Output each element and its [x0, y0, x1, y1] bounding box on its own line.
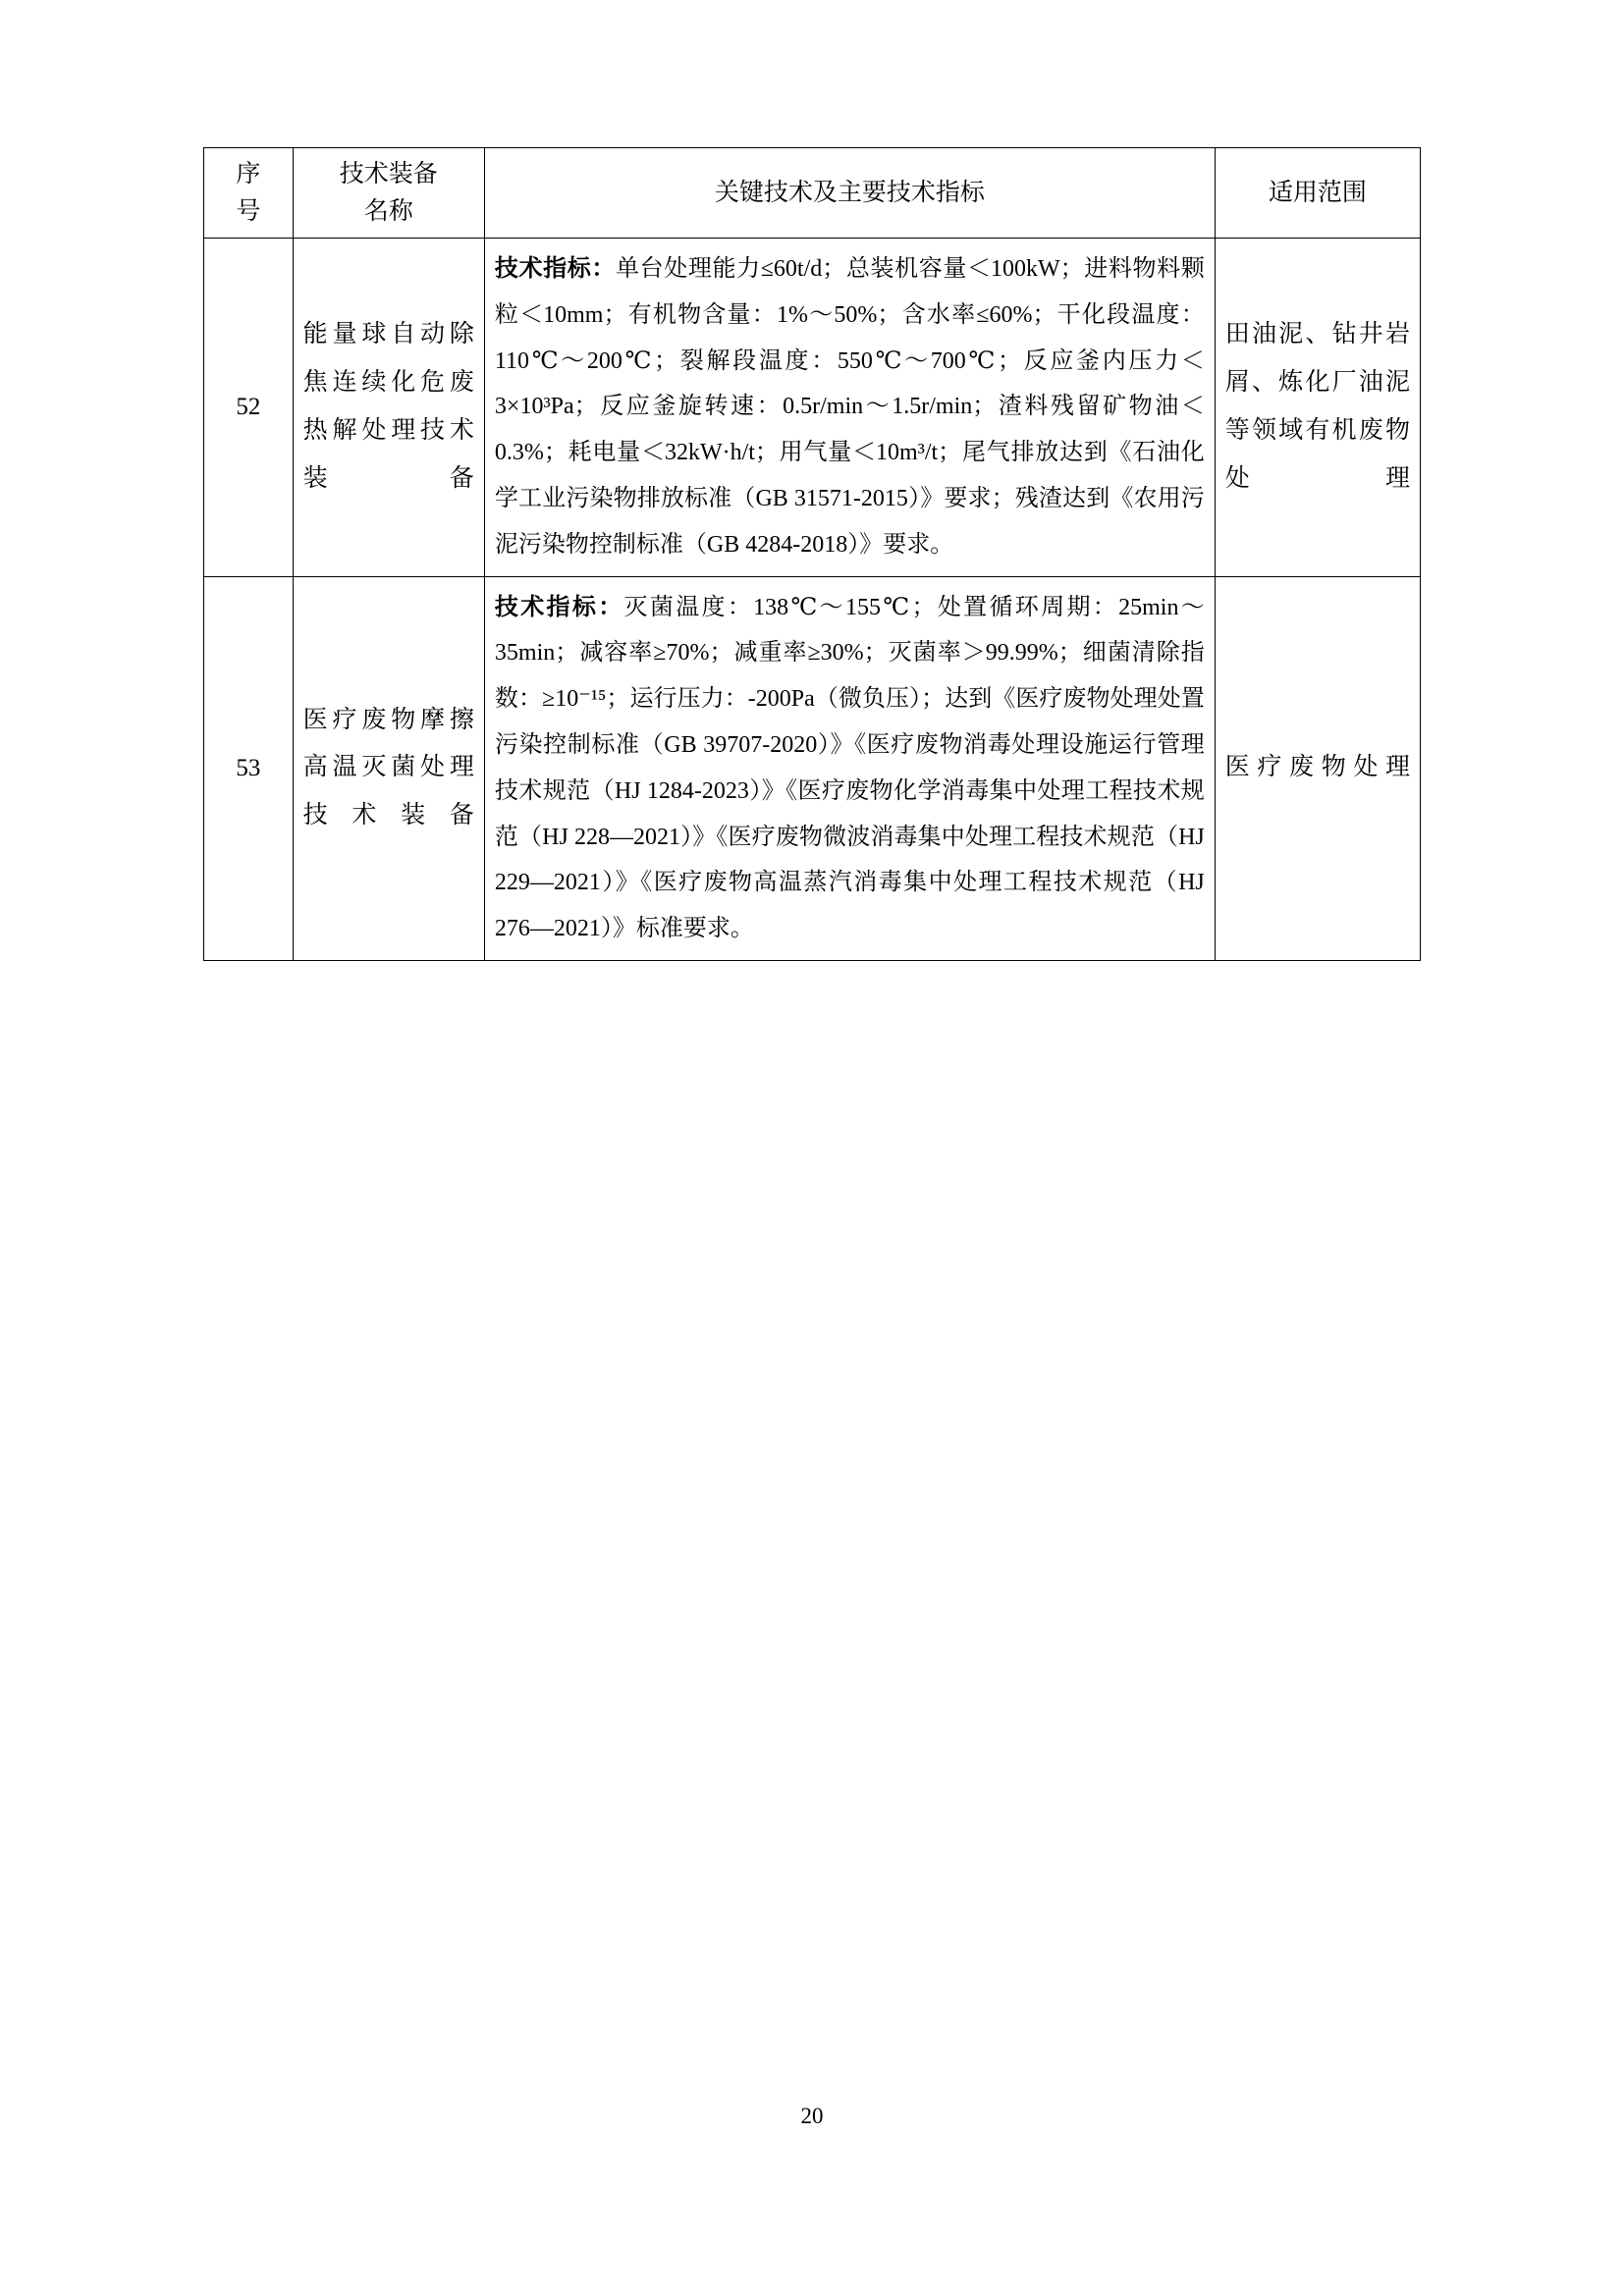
tech-label: 技术指标： [494, 594, 624, 620]
row-number: 52 [204, 239, 294, 577]
tech-content: 单台处理能力≤60t/d；总装机容量＜100kW；进料物料颗粒＜10mm；有机物含量：1%～50%；含水率≤60%；干化段温度：110℃～200℃；裂解段温度：550℃～700℃；反应釜内压力＜3×10³Pa；反应釜旋转速：0.5r/min～1.5r/min；渣料残留矿物油＜0.3%；耗电量＜32kW·h/t；用气量＜10m³/t；尾气排放达到《石油化学工业污染物排放标准（GB 31571-2015）》要求；残渣达到《农用污泥污染物控制标准（GB 4284-2018）》要求。 [494, 256, 1205, 558]
row-equipment-name: 能量球自动除焦连续化危废热解处理技术装备 [293, 239, 484, 577]
column-header-scope: 适用范围 [1215, 148, 1420, 239]
row-technical-indicators [484, 239, 1215, 577]
column-header-no-line1: 序 [236, 161, 261, 187]
column-header-name-line2: 名称 [363, 197, 413, 225]
column-header-no [204, 148, 294, 239]
technology-equipment-table [203, 147, 1421, 961]
column-header-name-line1: 技术装备 [339, 161, 438, 187]
table-header [204, 148, 1421, 239]
tech-label: 技术指标： [494, 256, 617, 282]
tech-content: 灭菌温度：138℃～155℃；处置循环周期：25min～35min；减容率≥70%；减重率≥30%；灭菌率＞99.99%；细菌清除指数：≥10⁻¹⁵；运行压力：-200Pa（微负压）；达到《医疗废物处理处置污染控制标准（GB 39707-2020）》《医疗废物消毒处理设施运行管理技术规范（HJ 1284-2023）》《医疗废物化学消毒集中处理工程技术规范（HJ 228—2021）》《医疗废物微波消毒集中处理工程技术规范（HJ 229—2021）》《医疗废物高温蒸汽消毒集中处理工程技术规范（HJ 276—2021）》标准要求。 [494, 594, 1205, 942]
table-header-row [204, 148, 1421, 239]
row-equipment-name: 医疗废物摩擦高温灭菌处理技术装备 [293, 576, 484, 960]
table-row [204, 576, 1421, 960]
column-header-tech: 关键技术及主要技术指标 [484, 148, 1215, 239]
column-header-name [293, 148, 484, 239]
page-number: 20 [800, 2104, 824, 2128]
table-body [204, 239, 1421, 961]
table-row [204, 239, 1421, 577]
row-application-scope: 田油泥、钻井岩屑、炼化厂油泥等领域有机废物处理 [1215, 239, 1420, 577]
column-header-no-line2: 号 [236, 197, 261, 225]
row-number: 53 [204, 576, 294, 960]
row-application-scope: 医疗废物处理 [1215, 576, 1420, 960]
row-technical-indicators [484, 576, 1215, 960]
